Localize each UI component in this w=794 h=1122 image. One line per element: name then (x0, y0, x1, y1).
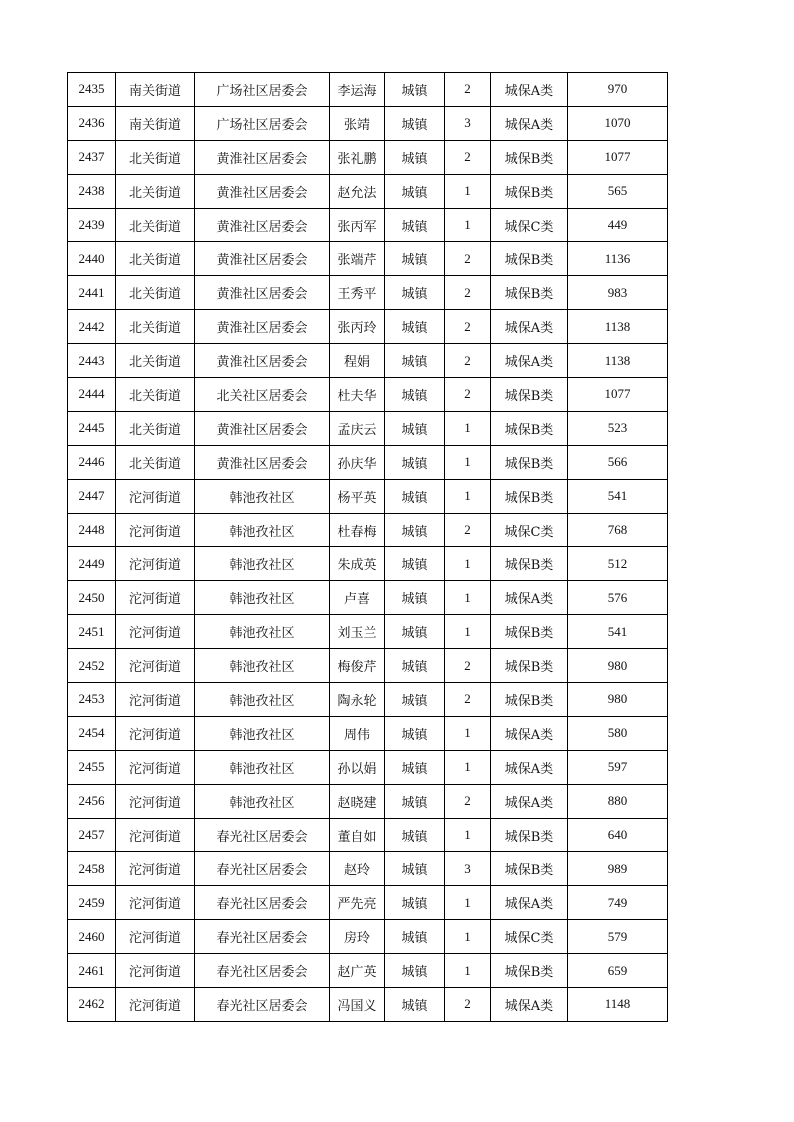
cell-amount: 989 (568, 852, 668, 886)
cell-community: 韩池孜社区 (195, 615, 330, 649)
cell-count: 1 (445, 479, 491, 513)
cell-category: 城保C类 (491, 208, 568, 242)
cell-id: 2449 (68, 547, 116, 581)
cell-category: 城保A类 (491, 73, 568, 107)
cell-name: 孙以娟 (330, 750, 385, 784)
cell-id: 2437 (68, 140, 116, 174)
cell-street: 沱河街道 (116, 784, 195, 818)
cell-area: 城镇 (385, 784, 445, 818)
table-row (68, 106, 668, 140)
cell-name: 杨平英 (330, 479, 385, 513)
cell-area: 城镇 (385, 581, 445, 615)
cell-id: 2457 (68, 818, 116, 852)
table-row (68, 581, 668, 615)
cell-amount: 580 (568, 716, 668, 750)
table-row (68, 411, 668, 445)
cell-street: 北关街道 (116, 140, 195, 174)
table-row (68, 750, 668, 784)
cell-count: 2 (445, 378, 491, 412)
cell-category: 城保B类 (491, 615, 568, 649)
cell-community: 韩池孜社区 (195, 547, 330, 581)
cell-amount: 565 (568, 174, 668, 208)
cell-community: 黄淮社区居委会 (195, 276, 330, 310)
cell-amount: 749 (568, 886, 668, 920)
table-row (68, 988, 668, 1022)
cell-street: 沱河街道 (116, 479, 195, 513)
cell-category: 城保B类 (491, 140, 568, 174)
table-row (68, 73, 668, 107)
cell-count: 1 (445, 954, 491, 988)
cell-community: 广场社区居委会 (195, 106, 330, 140)
cell-street: 北关街道 (116, 344, 195, 378)
cell-name: 张端芹 (330, 242, 385, 276)
cell-count: 2 (445, 513, 491, 547)
cell-category: 城保A类 (491, 784, 568, 818)
table-row (68, 649, 668, 683)
cell-category: 城保B类 (491, 954, 568, 988)
cell-community: 春光社区居委会 (195, 920, 330, 954)
table-row (68, 547, 668, 581)
cell-category: 城保B类 (491, 649, 568, 683)
cell-count: 1 (445, 716, 491, 750)
cell-id: 2453 (68, 683, 116, 717)
table-row (68, 615, 668, 649)
cell-category: 城保B类 (491, 411, 568, 445)
cell-amount: 980 (568, 683, 668, 717)
cell-name: 张丙玲 (330, 310, 385, 344)
cell-category: 城保A类 (491, 988, 568, 1022)
cell-name: 刘玉兰 (330, 615, 385, 649)
cell-area: 城镇 (385, 920, 445, 954)
cell-amount: 541 (568, 479, 668, 513)
cell-category: 城保A类 (491, 106, 568, 140)
cell-amount: 566 (568, 445, 668, 479)
cell-street: 沱河街道 (116, 886, 195, 920)
cell-community: 韩池孜社区 (195, 649, 330, 683)
cell-area: 城镇 (385, 750, 445, 784)
cell-area: 城镇 (385, 378, 445, 412)
cell-street: 沱河街道 (116, 615, 195, 649)
cell-category: 城保A类 (491, 716, 568, 750)
cell-area: 城镇 (385, 716, 445, 750)
cell-name: 孟庆云 (330, 411, 385, 445)
table-row (68, 954, 668, 988)
cell-street: 沱河街道 (116, 852, 195, 886)
cell-amount: 970 (568, 73, 668, 107)
table-row (68, 344, 668, 378)
cell-name: 张丙军 (330, 208, 385, 242)
table-row (68, 479, 668, 513)
cell-area: 城镇 (385, 479, 445, 513)
cell-count: 2 (445, 784, 491, 818)
cell-count: 2 (445, 683, 491, 717)
cell-category: 城保A类 (491, 581, 568, 615)
cell-area: 城镇 (385, 445, 445, 479)
cell-area: 城镇 (385, 886, 445, 920)
table-row (68, 818, 668, 852)
cell-amount: 1148 (568, 988, 668, 1022)
cell-count: 2 (445, 242, 491, 276)
cell-id: 2461 (68, 954, 116, 988)
cell-count: 1 (445, 208, 491, 242)
cell-area: 城镇 (385, 73, 445, 107)
cell-name: 赵玲 (330, 852, 385, 886)
cell-count: 2 (445, 649, 491, 683)
cell-count: 1 (445, 886, 491, 920)
cell-street: 北关街道 (116, 411, 195, 445)
cell-count: 3 (445, 106, 491, 140)
cell-count: 2 (445, 140, 491, 174)
cell-category: 城保C类 (491, 920, 568, 954)
cell-community: 黄淮社区居委会 (195, 174, 330, 208)
cell-amount: 640 (568, 818, 668, 852)
cell-community: 广场社区居委会 (195, 73, 330, 107)
cell-area: 城镇 (385, 954, 445, 988)
cell-count: 1 (445, 547, 491, 581)
cell-street: 沱河街道 (116, 513, 195, 547)
cell-count: 1 (445, 174, 491, 208)
cell-area: 城镇 (385, 988, 445, 1022)
cell-amount: 523 (568, 411, 668, 445)
cell-street: 南关街道 (116, 106, 195, 140)
cell-amount: 880 (568, 784, 668, 818)
cell-street: 南关街道 (116, 73, 195, 107)
cell-community: 春光社区居委会 (195, 818, 330, 852)
cell-amount: 1077 (568, 378, 668, 412)
cell-area: 城镇 (385, 852, 445, 886)
cell-count: 3 (445, 852, 491, 886)
cell-community: 韩池孜社区 (195, 683, 330, 717)
table-row (68, 242, 668, 276)
cell-area: 城镇 (385, 174, 445, 208)
cell-community: 黄淮社区居委会 (195, 208, 330, 242)
cell-area: 城镇 (385, 683, 445, 717)
cell-street: 沱河街道 (116, 920, 195, 954)
cell-id: 2436 (68, 106, 116, 140)
cell-street: 沱河街道 (116, 818, 195, 852)
cell-community: 韩池孜社区 (195, 479, 330, 513)
cell-area: 城镇 (385, 547, 445, 581)
cell-name: 杜春梅 (330, 513, 385, 547)
cell-amount: 512 (568, 547, 668, 581)
cell-count: 2 (445, 344, 491, 378)
table-row (68, 683, 668, 717)
cell-amount: 1070 (568, 106, 668, 140)
cell-count: 1 (445, 615, 491, 649)
cell-community: 春光社区居委会 (195, 886, 330, 920)
cell-name: 张礼鹏 (330, 140, 385, 174)
cell-category: 城保B类 (491, 479, 568, 513)
cell-street: 沱河街道 (116, 988, 195, 1022)
cell-id: 2451 (68, 615, 116, 649)
cell-name: 李运海 (330, 73, 385, 107)
cell-name: 梅俊芹 (330, 649, 385, 683)
cell-street: 北关街道 (116, 445, 195, 479)
cell-category: 城保B类 (491, 174, 568, 208)
cell-amount: 1138 (568, 310, 668, 344)
cell-name: 赵允法 (330, 174, 385, 208)
cell-street: 沱河街道 (116, 581, 195, 615)
cell-name: 卢喜 (330, 581, 385, 615)
cell-name: 房玲 (330, 920, 385, 954)
cell-id: 2452 (68, 649, 116, 683)
cell-id: 2441 (68, 276, 116, 310)
cell-community: 黄淮社区居委会 (195, 411, 330, 445)
cell-amount: 449 (568, 208, 668, 242)
cell-community: 黄淮社区居委会 (195, 445, 330, 479)
cell-count: 2 (445, 276, 491, 310)
cell-area: 城镇 (385, 140, 445, 174)
cell-name: 张靖 (330, 106, 385, 140)
cell-category: 城保A类 (491, 886, 568, 920)
cell-category: 城保A类 (491, 310, 568, 344)
cell-id: 2458 (68, 852, 116, 886)
cell-community: 韩池孜社区 (195, 716, 330, 750)
cell-street: 沱河街道 (116, 954, 195, 988)
cell-area: 城镇 (385, 513, 445, 547)
roster-body (68, 73, 668, 1022)
cell-count: 2 (445, 310, 491, 344)
cell-id: 2455 (68, 750, 116, 784)
cell-id: 2438 (68, 174, 116, 208)
cell-street: 沱河街道 (116, 683, 195, 717)
cell-area: 城镇 (385, 310, 445, 344)
cell-area: 城镇 (385, 411, 445, 445)
cell-count: 1 (445, 445, 491, 479)
cell-amount: 1077 (568, 140, 668, 174)
cell-name: 陶永轮 (330, 683, 385, 717)
cell-street: 沱河街道 (116, 750, 195, 784)
cell-name: 王秀平 (330, 276, 385, 310)
cell-community: 韩池孜社区 (195, 513, 330, 547)
cell-area: 城镇 (385, 344, 445, 378)
cell-category: 城保B类 (491, 378, 568, 412)
cell-name: 严先亮 (330, 886, 385, 920)
table-row (68, 310, 668, 344)
cell-name: 赵广英 (330, 954, 385, 988)
cell-id: 2460 (68, 920, 116, 954)
cell-community: 韩池孜社区 (195, 581, 330, 615)
table-row (68, 174, 668, 208)
cell-amount: 980 (568, 649, 668, 683)
cell-category: 城保B类 (491, 445, 568, 479)
cell-community: 黄淮社区居委会 (195, 242, 330, 276)
cell-amount: 541 (568, 615, 668, 649)
table-row (68, 513, 668, 547)
cell-id: 2454 (68, 716, 116, 750)
cell-name: 董自如 (330, 818, 385, 852)
cell-id: 2448 (68, 513, 116, 547)
cell-count: 2 (445, 988, 491, 1022)
cell-category: 城保A类 (491, 344, 568, 378)
cell-street: 北关街道 (116, 378, 195, 412)
cell-street: 沱河街道 (116, 716, 195, 750)
cell-count: 1 (445, 920, 491, 954)
cell-area: 城镇 (385, 818, 445, 852)
table-row (68, 378, 668, 412)
cell-category: 城保B类 (491, 242, 568, 276)
table-row (68, 208, 668, 242)
cell-category: 城保B类 (491, 276, 568, 310)
table-row (68, 716, 668, 750)
cell-count: 2 (445, 73, 491, 107)
cell-community: 黄淮社区居委会 (195, 140, 330, 174)
cell-category: 城保A类 (491, 750, 568, 784)
cell-name: 周伟 (330, 716, 385, 750)
cell-street: 北关街道 (116, 208, 195, 242)
cell-category: 城保B类 (491, 852, 568, 886)
table-row (68, 852, 668, 886)
cell-area: 城镇 (385, 242, 445, 276)
table-row (68, 445, 668, 479)
cell-id: 2462 (68, 988, 116, 1022)
cell-amount: 659 (568, 954, 668, 988)
cell-area: 城镇 (385, 276, 445, 310)
cell-id: 2444 (68, 378, 116, 412)
cell-street: 北关街道 (116, 242, 195, 276)
cell-amount: 1138 (568, 344, 668, 378)
cell-area: 城镇 (385, 615, 445, 649)
cell-community: 黄淮社区居委会 (195, 310, 330, 344)
cell-area: 城镇 (385, 649, 445, 683)
cell-category: 城保B类 (491, 547, 568, 581)
cell-count: 1 (445, 750, 491, 784)
cell-id: 2447 (68, 479, 116, 513)
table-row (68, 276, 668, 310)
cell-community: 北关社区居委会 (195, 378, 330, 412)
cell-amount: 576 (568, 581, 668, 615)
cell-id: 2435 (68, 73, 116, 107)
cell-community: 春光社区居委会 (195, 954, 330, 988)
cell-amount: 1136 (568, 242, 668, 276)
cell-id: 2443 (68, 344, 116, 378)
cell-name: 程娟 (330, 344, 385, 378)
cell-name: 朱成英 (330, 547, 385, 581)
cell-community: 韩池孜社区 (195, 750, 330, 784)
cell-community: 春光社区居委会 (195, 852, 330, 886)
cell-id: 2450 (68, 581, 116, 615)
cell-area: 城镇 (385, 208, 445, 242)
cell-street: 北关街道 (116, 310, 195, 344)
cell-category: 城保B类 (491, 683, 568, 717)
cell-id: 2459 (68, 886, 116, 920)
cell-count: 1 (445, 411, 491, 445)
cell-name: 孙庆华 (330, 445, 385, 479)
cell-amount: 768 (568, 513, 668, 547)
cell-community: 黄淮社区居委会 (195, 344, 330, 378)
cell-amount: 983 (568, 276, 668, 310)
cell-id: 2440 (68, 242, 116, 276)
cell-name: 杜夫华 (330, 378, 385, 412)
cell-community: 春光社区居委会 (195, 988, 330, 1022)
cell-amount: 597 (568, 750, 668, 784)
cell-street: 北关街道 (116, 276, 195, 310)
cell-id: 2456 (68, 784, 116, 818)
table-row (68, 140, 668, 174)
cell-id: 2442 (68, 310, 116, 344)
table-row (68, 920, 668, 954)
cell-name: 冯国义 (330, 988, 385, 1022)
table-row (68, 886, 668, 920)
cell-street: 沱河街道 (116, 547, 195, 581)
cell-street: 沱河街道 (116, 649, 195, 683)
cell-category: 城保C类 (491, 513, 568, 547)
cell-area: 城镇 (385, 106, 445, 140)
cell-name: 赵晓建 (330, 784, 385, 818)
cell-id: 2445 (68, 411, 116, 445)
cell-category: 城保B类 (491, 818, 568, 852)
cell-id: 2439 (68, 208, 116, 242)
table-row (68, 784, 668, 818)
cell-community: 韩池孜社区 (195, 784, 330, 818)
roster-table (67, 72, 668, 1022)
cell-id: 2446 (68, 445, 116, 479)
cell-amount: 579 (568, 920, 668, 954)
cell-street: 北关街道 (116, 174, 195, 208)
cell-count: 1 (445, 581, 491, 615)
cell-count: 1 (445, 818, 491, 852)
